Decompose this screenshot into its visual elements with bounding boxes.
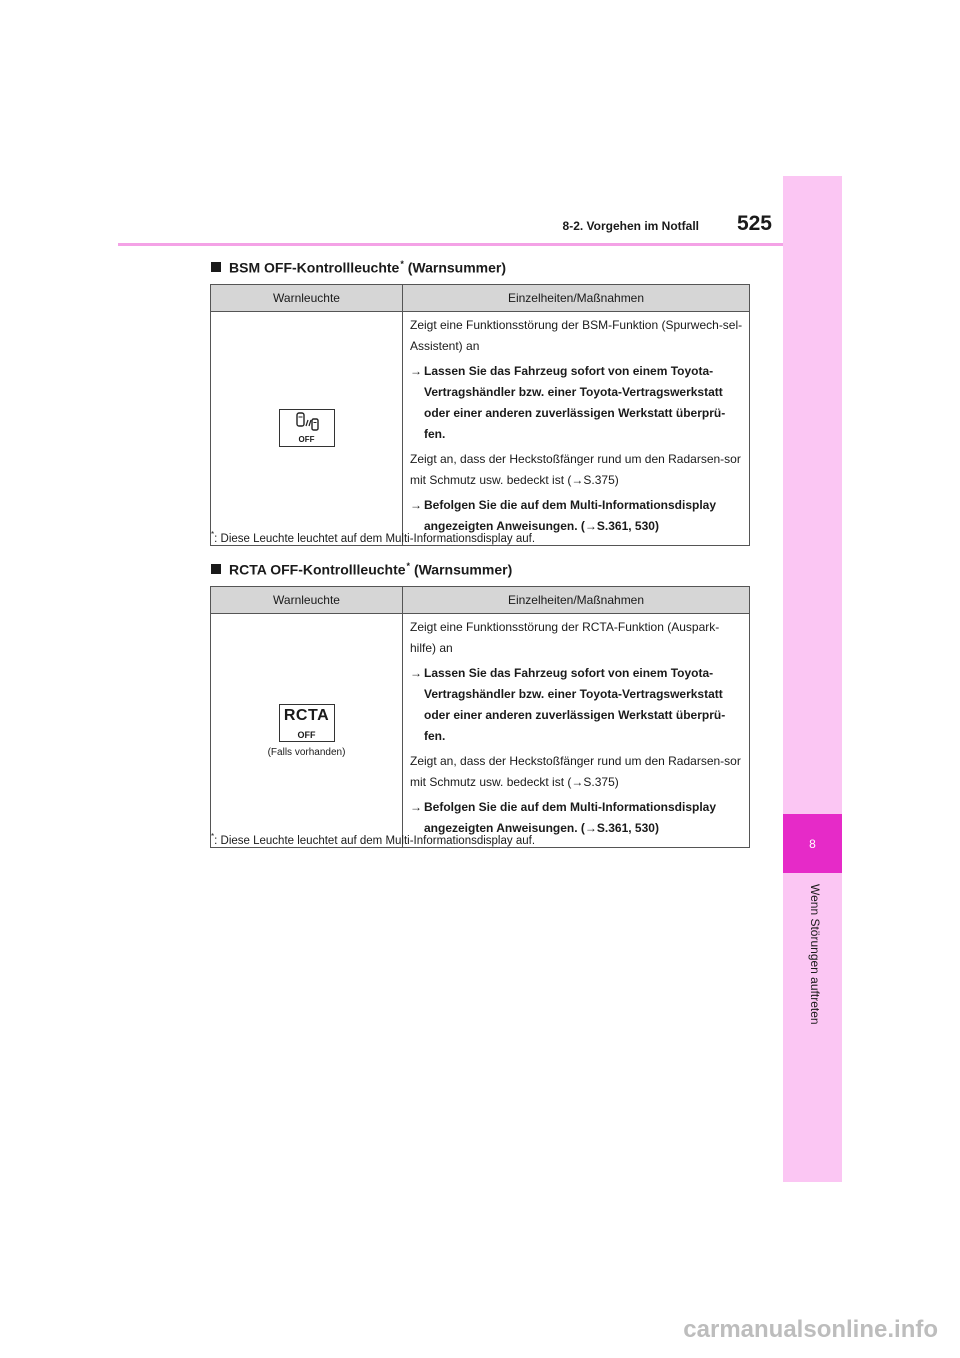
chapter-title: Wenn Störungen auftreten xyxy=(808,884,822,1025)
rcta-details-cell xyxy=(403,614,750,848)
chapter-number: 8 xyxy=(809,836,816,851)
rcta-col-details: Einzelheiten/Maßnahmen xyxy=(403,587,750,614)
rcta-table xyxy=(210,586,750,848)
bsm-table xyxy=(210,284,750,546)
bsm-details-cell xyxy=(403,312,750,546)
rcta-action-1-text: Lassen Sie das Fahrzeug sofort von einem Toyota-Vertragshändler bzw. einer Toyota-Vertragswerkstatt oder einer anderen zuverlässigen Werkstatt überprü-fen. xyxy=(424,666,726,743)
bsm-footnote xyxy=(211,530,535,545)
rcta-icon-cell xyxy=(211,614,403,848)
rcta-description-1: Zeigt eine Funktionsstörung der RCTA-Funktion (Auspark-hilfe) an xyxy=(410,620,720,655)
site-watermark: carmanualsonline.info xyxy=(683,1316,938,1343)
rcta-icon-caption: (Falls vorhanden) xyxy=(267,746,346,758)
rcta-heading-suffix: (Warnsummer) xyxy=(410,561,513,578)
bsm-footnote-mark: * xyxy=(211,530,215,539)
rcta-action-1 xyxy=(410,663,745,747)
rcta-description-2: Zeigt an, dass der Heckstoßfänger rund um den Radarsen-sor mit Schmutz usw. bedeckt ist (→S.375) xyxy=(410,754,741,789)
rcta-footnote xyxy=(211,832,535,847)
arrow-right-icon: → xyxy=(410,364,422,378)
chapter-number-box xyxy=(783,814,842,873)
bsm-description-1: Zeigt eine Funktionsstörung der BSM-Funktion (Spurwech-sel-Assistent) an xyxy=(410,318,743,353)
bsm-action-1-text: Lassen Sie das Fahrzeug sofort von einem Toyota-Vertragshändler bzw. einer Toyota-Vertragswerkstatt oder einer anderen zuverlässigen Werkstatt überprü-fen. xyxy=(424,364,726,441)
bullet-square-icon xyxy=(211,262,221,272)
bullet-square-icon xyxy=(211,564,221,574)
bsm-col-details: Einzelheiten/Maßnahmen xyxy=(403,285,750,312)
bsm-footnote-text: : Diese Leuchte leuchtet auf dem Multi-Informationsdisplay auf. xyxy=(214,532,536,545)
bsm-heading-suffix: (Warnsummer) xyxy=(403,259,507,276)
rcta-action-2-text: Befolgen Sie die auf dem Multi-Informationsdisplay angezeigten Anweisungen. (→S.361, 530) xyxy=(424,800,717,835)
rcta-col-warnleuchte: Warnleuchte xyxy=(211,587,403,614)
rcta-heading-text: RCTA OFF-Kontrollleuchte xyxy=(229,561,406,578)
rcta-footnote-mark: * xyxy=(211,832,215,841)
page-number: 525 xyxy=(736,212,772,235)
bsm-off-label: OFF xyxy=(298,434,315,444)
arrow-right-icon: → xyxy=(410,498,422,512)
rcta-icon-top-label: RCTA xyxy=(283,706,330,724)
header-rule xyxy=(118,243,783,246)
arrow-right-icon: → xyxy=(410,800,422,814)
bsm-heading-asterisk: * xyxy=(400,259,404,269)
bsm-heading xyxy=(211,259,506,276)
rcta-heading-asterisk: * xyxy=(406,561,411,571)
bsm-action-1 xyxy=(410,361,745,445)
bsm-off-icon xyxy=(279,409,335,447)
rcta-off-label: OFF xyxy=(297,729,316,740)
bsm-icon-cell xyxy=(211,312,403,546)
chapter-side-tab xyxy=(783,176,842,1182)
rcta-off-icon xyxy=(279,704,335,742)
bsm-col-warnleuchte: Warnleuchte xyxy=(211,285,403,312)
bsm-description-2: Zeigt an, dass der Heckstoßfänger rund um den Radarsen-sor mit Schmutz usw. bedeckt ist (→S.375) xyxy=(410,452,741,487)
section-heading: 8-2. Vorgehen im Notfall xyxy=(562,219,699,233)
arrow-right-icon: → xyxy=(410,666,422,680)
rcta-footnote-text: : Diese Leuchte leuchtet auf dem Multi-Informationsdisplay auf. xyxy=(214,834,536,847)
bsm-heading-text: BSM OFF-Kontrollleuchte xyxy=(229,259,400,276)
rcta-heading xyxy=(211,561,512,578)
bsm-action-2-text: Befolgen Sie die auf dem Multi-Informationsdisplay angezeigten Anweisungen. (→S.361, 530) xyxy=(424,498,717,533)
